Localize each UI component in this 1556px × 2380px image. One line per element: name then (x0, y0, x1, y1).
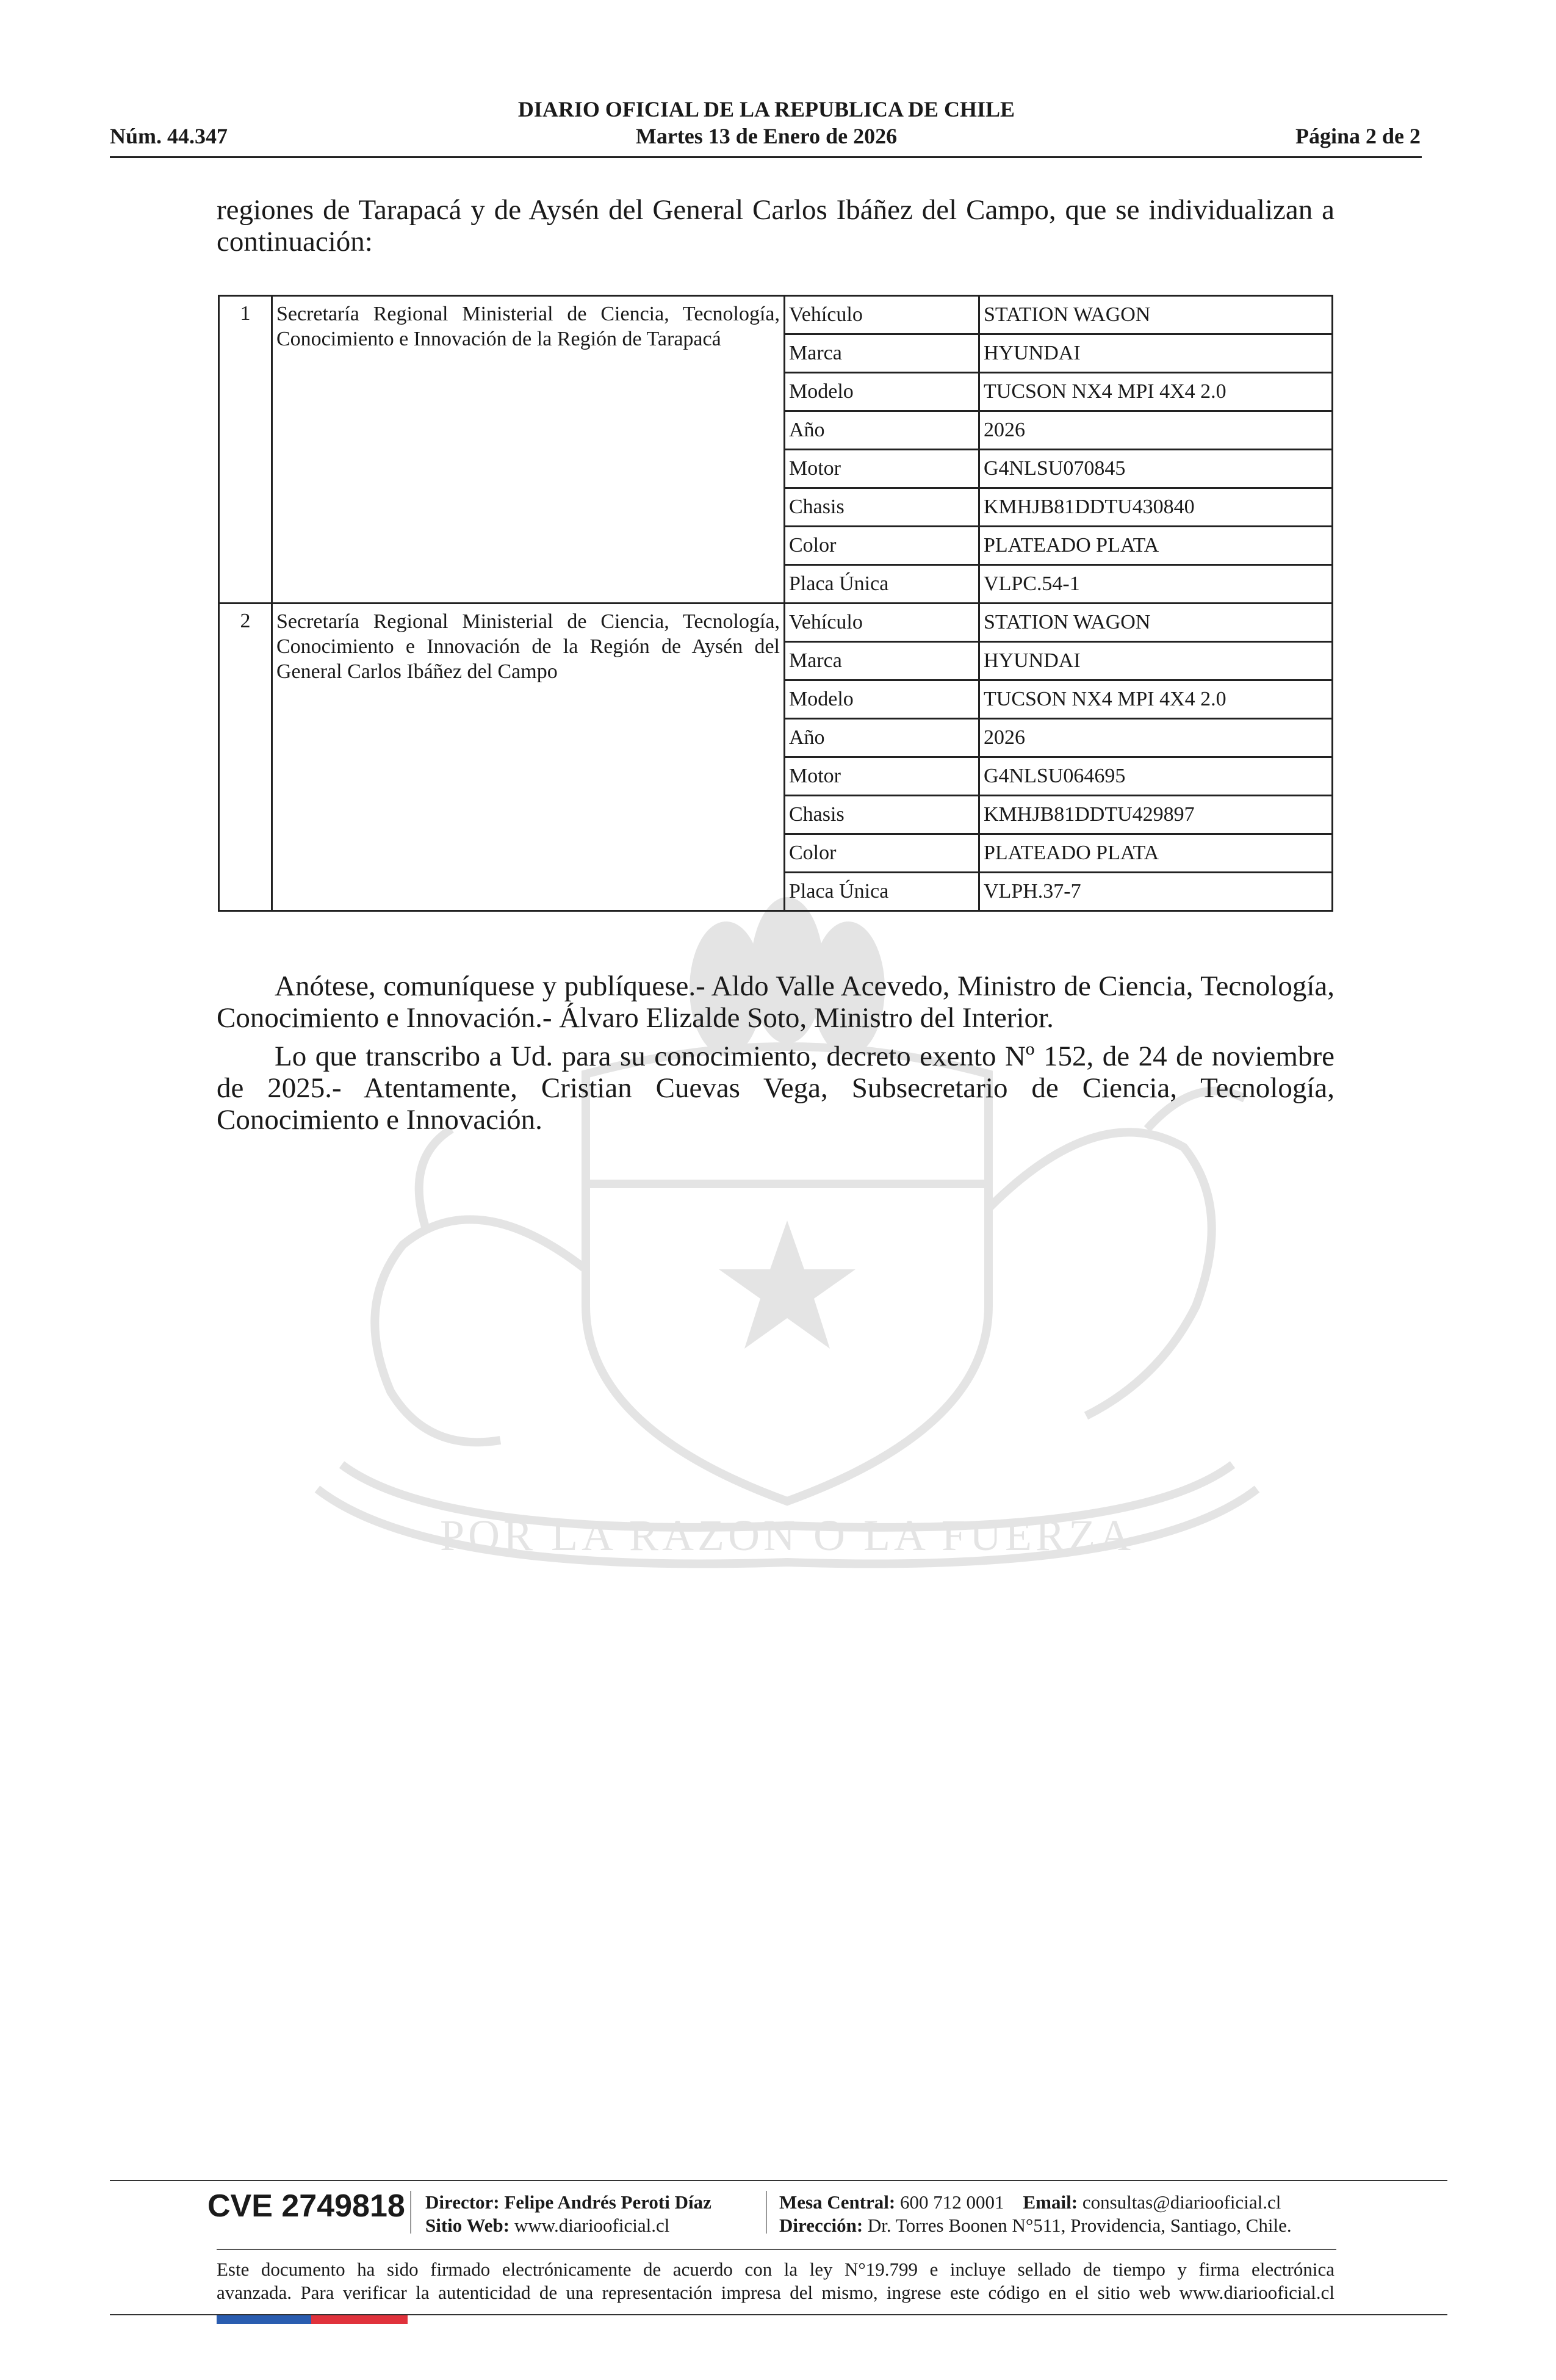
footer-director-block (425, 2191, 711, 2237)
issue-number: Núm. 44.347 (110, 124, 228, 148)
website-label: Sitio Web: (425, 2215, 510, 2236)
field-label: Chasis (785, 796, 979, 834)
footer-separator (766, 2191, 767, 2234)
newspaper-title: DIARIO OFICIAL DE LA REPUBLICA DE CHILE (517, 97, 1015, 121)
item-number: 2 (219, 604, 272, 911)
field-value: 2026 (979, 719, 1333, 757)
director-name: Felipe Andrés Peroti Díaz (504, 2191, 711, 2213)
field-label: Motor (785, 450, 979, 488)
field-value: G4NLSU070845 (979, 450, 1333, 488)
office-name: Secretaría Regional Ministerial de Ciencia, Tecnología, Conocimiento e Innovación de la Región de Aysén del General Carlos Ibáñez del Campo (272, 604, 785, 911)
field-value: G4NLSU064695 (979, 757, 1333, 796)
legal-notice-line-2: avanzada. Para verificar la autenticidad de una representación impresa del mismo, ingrese este código en el sitio web www.diariooficial.cl (217, 2282, 1334, 2303)
cve-code: CVE 2749818 (207, 2188, 405, 2224)
field-value: HYUNDAI (979, 334, 1333, 373)
star-icon (719, 1221, 855, 1349)
field-value: VLPC.54-1 (979, 565, 1333, 604)
field-value: HYUNDAI (979, 642, 1333, 680)
field-value: STATION WAGON (979, 296, 1333, 334)
intro-paragraph: regiones de Tarapacá y de Aysén del General Carlos Ibáñez del Campo, que se individualizan a continuación: (217, 194, 1334, 258)
footer-top-divider (110, 2180, 1447, 2181)
field-value: TUCSON NX4 MPI 4X4 2.0 (979, 680, 1333, 719)
mesa-label: Mesa Central: (779, 2191, 896, 2213)
header-divider (110, 156, 1422, 158)
email-link[interactable]: consultas@diariooficial.cl (1082, 2191, 1281, 2213)
watermark-motto: POR LA RAZON O LA FUERZA (439, 1511, 1135, 1560)
table-row (219, 296, 1333, 334)
field-label: Vehículo (785, 604, 979, 642)
field-value: VLPH.37-7 (979, 873, 1333, 911)
director-label: Director: (425, 2191, 500, 2213)
field-value: PLATEADO PLATA (979, 527, 1333, 565)
footer-mid-divider (217, 2249, 1336, 2250)
field-label: Color (785, 527, 979, 565)
field-label: Placa Única (785, 873, 979, 911)
field-label: Motor (785, 757, 979, 796)
field-label: Marca (785, 334, 979, 373)
field-label: Modelo (785, 680, 979, 719)
website-link[interactable]: www.diariooficial.cl (514, 2215, 670, 2236)
vehicle-table (218, 295, 1333, 912)
field-value: 2026 (979, 411, 1333, 450)
field-label: Vehículo (785, 296, 979, 334)
field-value: KMHJB81DDTU430840 (979, 488, 1333, 527)
office-name: Secretaría Regional Ministerial de Ciencia, Tecnología, Conocimiento e Innovación de la Región de Tarapacá (272, 296, 785, 604)
field-label: Marca (785, 642, 979, 680)
field-value: TUCSON NX4 MPI 4X4 2.0 (979, 373, 1333, 411)
signoff-paragraph: Anótese, comuníquese y publíquese.- Aldo Valle Acevedo, Ministro de Ciencia, Tecnología, Conocimiento e Innovación.- Álvaro Elizalde Soto, Ministro del Interior. (217, 970, 1334, 1034)
field-label: Modelo (785, 373, 979, 411)
item-number: 1 (219, 296, 272, 604)
field-label: Año (785, 411, 979, 450)
email-label: Email: (1023, 2191, 1078, 2213)
coat-of-arms-watermark (244, 842, 1330, 1635)
address-value: Dr. Torres Boonen N°511, Providencia, Santiago, Chile. (867, 2215, 1292, 2236)
flag-stripe-red (311, 2315, 408, 2324)
issue-date: Martes 13 de Enero de 2026 (635, 124, 898, 148)
field-label: Color (785, 834, 979, 873)
field-label: Año (785, 719, 979, 757)
legal-notice-line-1: Este documento ha sido firmado electrónicamente de acuerdo con la ley N°19.799 e incluye sellado de tiempo y firma electrónica (217, 2259, 1334, 2280)
mesa-phone: 600 712 0001 (900, 2191, 1004, 2213)
flag-stripe-blue (217, 2315, 311, 2324)
field-label: Chasis (785, 488, 979, 527)
field-label: Placa Única (785, 565, 979, 604)
address-label: Dirección: (779, 2215, 863, 2236)
field-value: KMHJB81DDTU429897 (979, 796, 1333, 834)
footer-contact-block (779, 2191, 1292, 2237)
table-row (219, 604, 1333, 642)
transcription-paragraph: Lo que transcribo a Ud. para su conocimiento, decreto exento Nº 152, de 24 de noviembre de 2025.- Atentamente, Cristian Cuevas Vega, Subsecretario de Ciencia, Tecnología, Conocimiento e Innovación. (217, 1040, 1334, 1136)
page-indicator: Página 2 de 2 (1295, 124, 1421, 148)
footer-separator (410, 2191, 411, 2234)
field-value: STATION WAGON (979, 604, 1333, 642)
field-value: PLATEADO PLATA (979, 834, 1333, 873)
